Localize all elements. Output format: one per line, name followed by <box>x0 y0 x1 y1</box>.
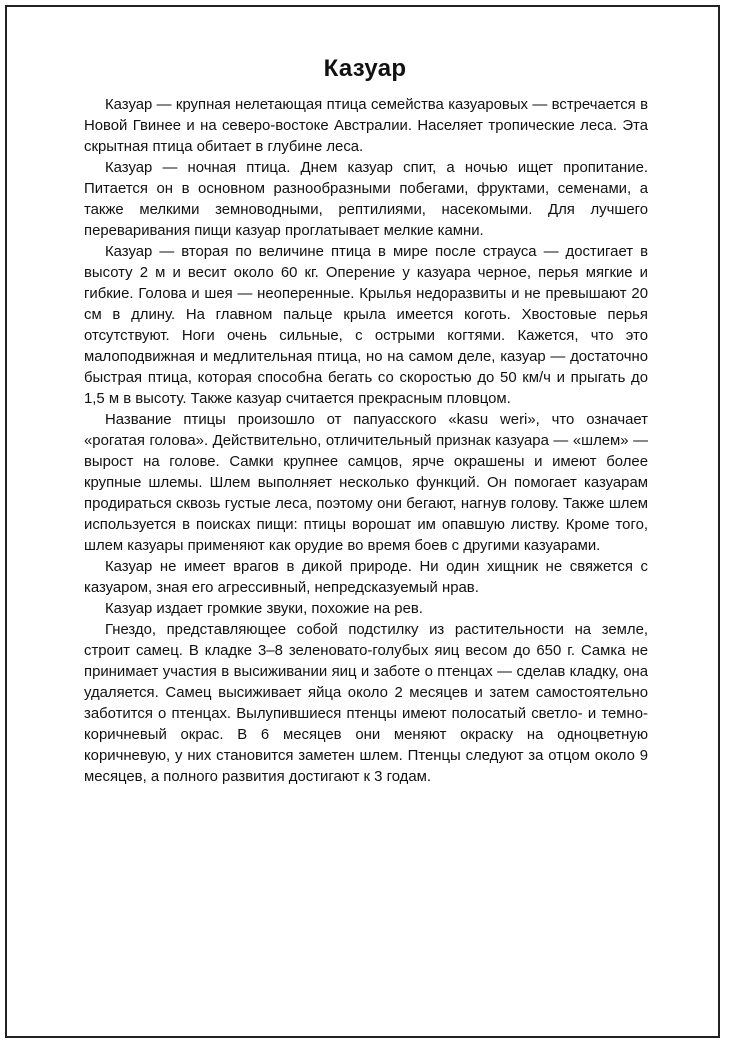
paragraph-nesting: Гнездо, представляющее собой подстилку из растительности на земле, строит самец. В кладке 3–8 зеленовато-голубых яиц весом до 650 г. Самка не принимает участия в высиживании яиц и заботе о птенцах — сделав кладку, она удаляется. Самец высиживает яйца около 2 месяцев и затем самостоятельно заботится о птенцах. Вылупившиеся птенцы имеют полосатый светло- и темно-коричневый окрас. В 6 месяцев они меняют окраску на одноцветную коричневую, у них становится заметен шлем. Птенцы следуют за отцом около 9 месяцев, а полного развития достигают к 3 годам. <box>84 622 648 785</box>
paragraph-enemies: Казуар не имеет врагов в дикой природе. Ни один хищник не свяжется с казуаром, зная его агрессивный, непредсказуемый нрав. <box>84 559 648 596</box>
paragraph-sounds: Казуар издает громкие звуки, похожие на рев. <box>105 601 423 617</box>
paragraph-name-origin: Название птицы произошло от папуасского «kasu weri», что означает «рогатая голова». Действительно, отличительный признак казуара — «шлем» — вырост на голове. Самки крупнее самцов, ярче окрашены и имеют более крупные шлемы. Шлем выполняет несколько функций. Он помогает казуарам продираться сквозь густые леса, поэтому они бегают, нагнув голову. Также шлем используется в поисках пищи: птицы ворошат им опавшую листву. Кроме того, шлем казуары применяют как орудие во время боев с другими казуарами. <box>84 412 648 554</box>
article-body <box>84 95 648 788</box>
paragraph-diet: Казуар — ночная птица. Днем казуар спит, а ночью ищет пропитание. Питается он в основном разнообразными побегами, фруктами, семенами, а также мелкими земноводными, рептилиями, насекомыми. Для лучшего переваривания пищи казуар проглатывает мелкие камни. <box>84 160 648 239</box>
paragraph-appearance: Казуар — вторая по величине птица в мире после страуса — достигает в высоту 2 м и весит около 60 кг. Оперение у казуара черное, перья мягкие и гибкие. Голова и шея — неоперенные. Крылья недоразвиты и не превышают 20 см в длину. На главном пальце крыла имеется коготь. Хвостовые перья отсутствуют. Ноги очень сильные, с острыми когтями. Кажется, что это малоподвижная и медлительная птица, но на самом деле, казуар — достаточно быстрая птица, которая способна бегать со скоростью до 50 км/ч и прыгать до 1,5 м в высоту. Также казуар считается прекрасным пловцом. <box>84 244 648 407</box>
paragraph-habitat: Казуар — крупная нелетающая птица семейства казуаровых — встречается в Новой Гвинее и на северо-востоке Австралии. Населяет тропические леса. Эта скрытная птица обитает в глубине леса. <box>84 97 648 155</box>
article-title: Казуар <box>323 55 407 82</box>
